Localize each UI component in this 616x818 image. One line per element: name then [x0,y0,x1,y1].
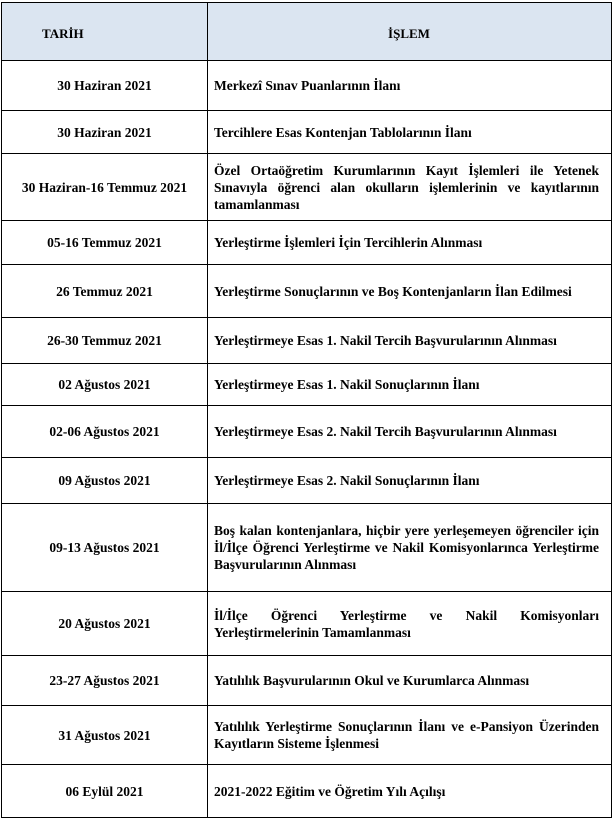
row-operation: Boş kalan kontenjanlara, hiçbir yere yerleşemeyen öğrenciler için İl/İlçe Öğrenci Yerleştirme ve Nakil Komisyonlarınca Yerleştirme Başvurularının Alınması [208,504,612,592]
table-row [2,706,612,765]
row-date: 02-06 Ağustos 2021 [2,406,208,458]
row-operation: Yerleştirme Sonuçlarının ve Boş Kontenjanların İlan Edilmesi [208,265,612,318]
row-operation: Merkezî Sınav Puanlarının İlanı [208,61,612,111]
row-operation: Tercihlere Esas Kontenjan Tablolarının İlanı [208,111,612,154]
table-header [2,3,612,61]
row-date: 09 Ağustos 2021 [2,458,208,504]
row-operation: Yerleştirme İşlemleri İçin Tercihlerin Alınması [208,221,612,265]
header-date: TARİH [2,3,208,61]
table-row [2,458,612,504]
row-date: 20 Ağustos 2021 [2,592,208,656]
row-date: 26-30 Temmuz 2021 [2,318,208,364]
table-row [2,154,612,221]
table-row [2,765,612,818]
row-date: 06 Eylül 2021 [2,765,208,818]
table-row [2,592,612,656]
row-date: 02 Ağustos 2021 [2,364,208,406]
table-row [2,318,612,364]
schedule-table [1,2,612,818]
table-row [2,504,612,592]
table-body [2,61,612,818]
row-date: 05-16 Temmuz 2021 [2,221,208,265]
table-row [2,364,612,406]
table-row [2,656,612,706]
row-operation: Yatılılık Başvurularının Okul ve Kurumlarca Alınması [208,656,612,706]
row-operation: Yerleştirmeye Esas 1. Nakil Sonuçlarının İlanı [208,364,612,406]
header-operation: İŞLEM [208,3,612,61]
row-operation: Özel Ortaöğretim Kurumlarının Kayıt İşlemleri ile Yetenek Sınavıyla öğrenci alan okulların işlemlerinin ve kayıtlarının tamamlanması [208,154,612,221]
row-operation: Yatılılık Yerleştirme Sonuçlarının İlanı ve e-Pansiyon Üzerinden Kayıtların Sisteme İşlenmesi [208,706,612,765]
row-operation: İl/İlçe Öğrenci Yerleştirme ve Nakil Komisyonları Yerleştirmelerinin Tamamlanması [208,592,612,656]
table-row [2,265,612,318]
row-operation: Yerleştirmeye Esas 2. Nakil Sonuçlarının İlanı [208,458,612,504]
row-operation: Yerleştirmeye Esas 2. Nakil Tercih Başvurularının Alınması [208,406,612,458]
table-row [2,61,612,111]
row-date: 26 Temmuz 2021 [2,265,208,318]
row-operation: 2021-2022 Eğitim ve Öğretim Yılı Açılışı [208,765,612,818]
row-date: 30 Haziran 2021 [2,111,208,154]
row-date: 30 Haziran-16 Temmuz 2021 [2,154,208,221]
table-row [2,111,612,154]
row-date: 30 Haziran 2021 [2,61,208,111]
header-row [2,3,612,61]
row-operation: Yerleştirmeye Esas 1. Nakil Tercih Başvurularının Alınması [208,318,612,364]
row-date: 31 Ağustos 2021 [2,706,208,765]
row-date: 09-13 Ağustos 2021 [2,504,208,592]
table-row [2,221,612,265]
table-row [2,406,612,458]
row-date: 23-27 Ağustos 2021 [2,656,208,706]
